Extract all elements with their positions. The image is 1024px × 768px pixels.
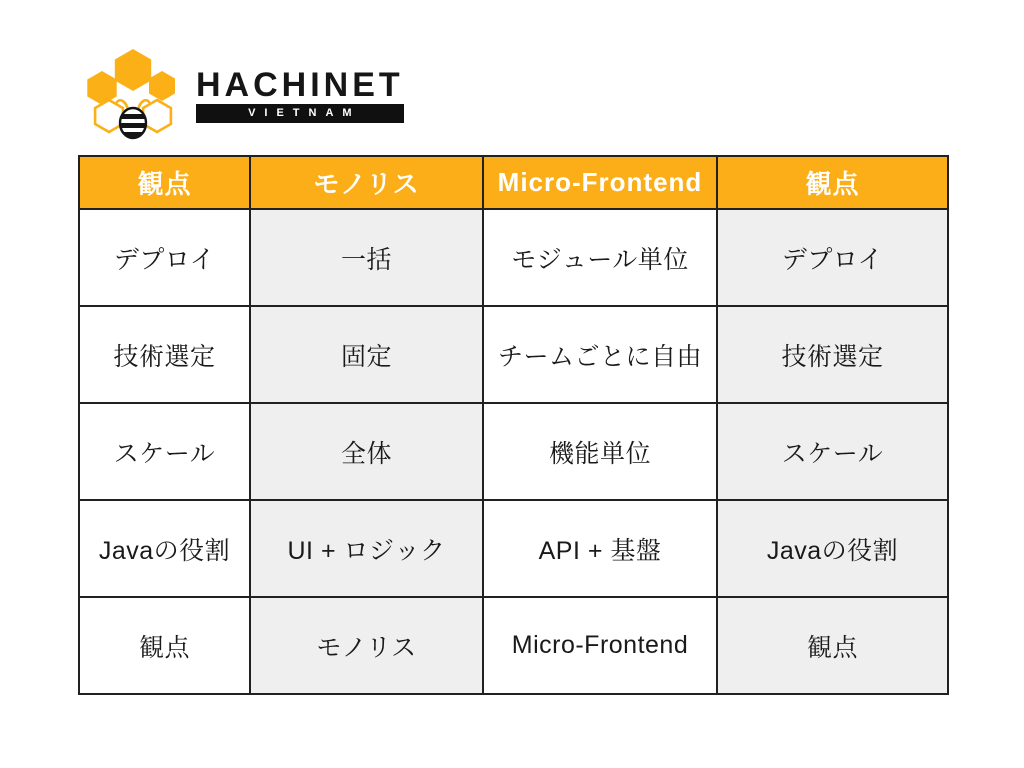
- brand-name: HACHINET: [196, 66, 404, 104]
- table-cell: モノリス: [250, 597, 483, 694]
- table-cell: Javaの役割: [717, 500, 948, 597]
- header-cell-viewpoint: 観点: [79, 156, 250, 209]
- table-row: [79, 306, 948, 403]
- brand-country: VIETNAM: [248, 107, 361, 119]
- brand-country-bar: [196, 104, 404, 123]
- table-cell: デプロイ: [79, 209, 250, 306]
- table-cell: API + 基盤: [483, 500, 717, 597]
- logo-text: [196, 68, 404, 123]
- table-cell: 一括: [250, 209, 483, 306]
- table-cell: 技術選定: [717, 306, 948, 403]
- table-cell: 全体: [250, 403, 483, 500]
- table-cell: 技術選定: [79, 306, 250, 403]
- table-cell: 観点: [717, 597, 948, 694]
- table-header-row: [79, 156, 948, 209]
- table-row: [79, 500, 948, 597]
- header-cell-monolith: モノリス: [250, 156, 483, 209]
- table-cell: 機能単位: [483, 403, 717, 500]
- table-cell: Micro-Frontend: [483, 597, 717, 694]
- hachinet-logo: [84, 48, 404, 140]
- table-cell: スケール: [79, 403, 250, 500]
- table-cell: 観点: [79, 597, 250, 694]
- table-cell: UI + ロジック: [250, 500, 483, 597]
- table-cell: チームごとに自由: [483, 306, 717, 403]
- table-row: [79, 597, 948, 694]
- table-row: [79, 209, 948, 306]
- header-cell-micro-frontend: Micro-Frontend: [483, 156, 717, 209]
- header-cell-viewpoint-2: 観点: [717, 156, 948, 209]
- table-cell: デプロイ: [717, 209, 948, 306]
- table-cell: 固定: [250, 306, 483, 403]
- honeycomb-bee-icon: [84, 48, 186, 140]
- table-cell: スケール: [717, 403, 948, 500]
- table-row: [79, 403, 948, 500]
- comparison-table: [78, 155, 949, 695]
- table-cell: モジュール単位: [483, 209, 717, 306]
- table-cell: Javaの役割: [79, 500, 250, 597]
